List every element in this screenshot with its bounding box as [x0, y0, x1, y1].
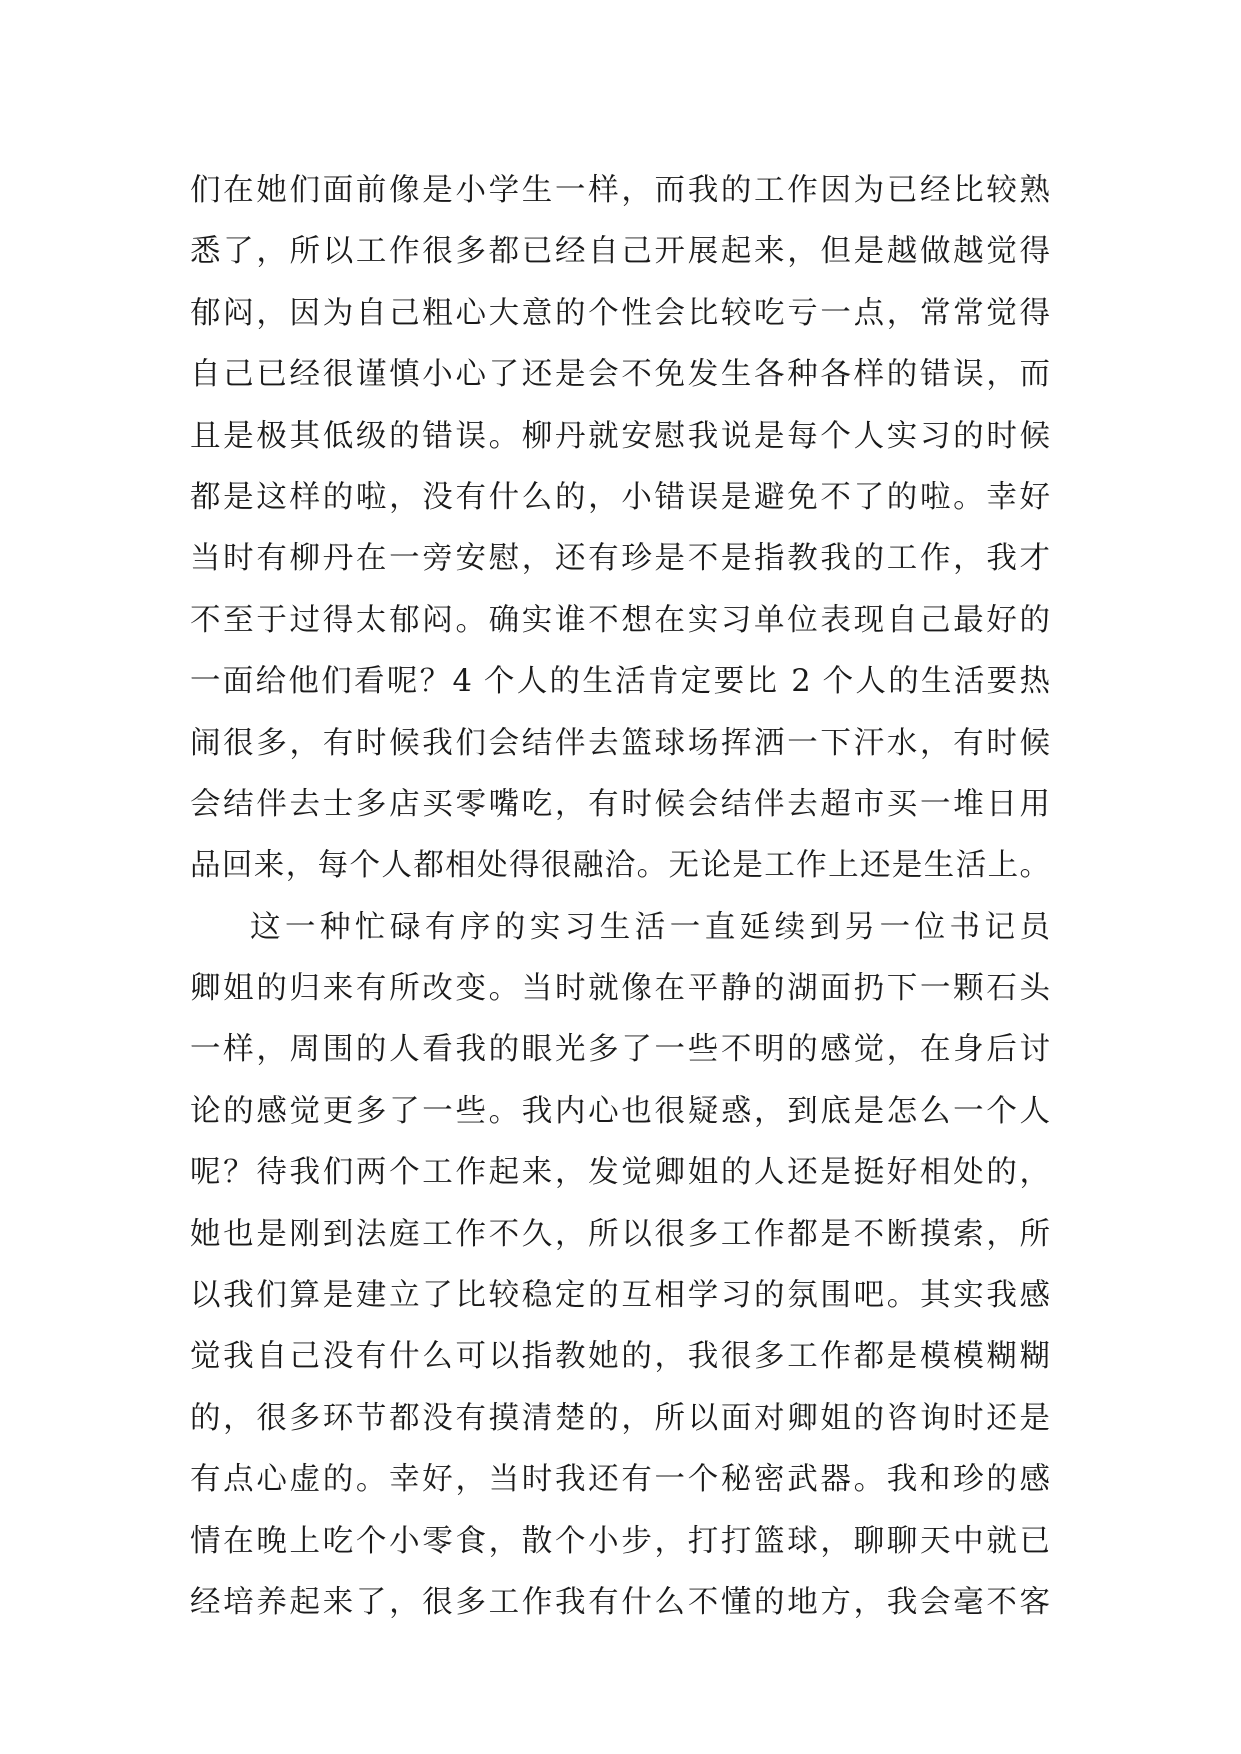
paragraph-start-line: 这一种忙碌有序的实习生活一直延续到另一位书记员 [250, 909, 1050, 945]
text-line: 品回来，每个人都相处得很融洽。无论是工作上还是生活上。 [190, 848, 1050, 884]
text-line: 闹很多，有时候我们会结伴去篮球场挥洒一下汗水，有时候 [190, 725, 1050, 761]
text-line: 有点心虚的。幸好，当时我还有一个秘密武器。我和珍的感 [190, 1462, 1050, 1498]
text-line: 觉我自己没有什么可以指教她的，我很多工作都是模模糊糊 [190, 1339, 1050, 1375]
text-line: 卿姐的归来有所改变。当时就像在平静的湖面扔下一颗石头 [190, 971, 1050, 1007]
text-line: 以我们算是建立了比较稳定的互相学习的氛围吧。其实我感 [190, 1278, 1050, 1314]
text-line: 经培养起来了，很多工作我有什么不懂的地方，我会毫不客 [190, 1584, 1050, 1620]
text-line: 且是极其低级的错误。柳丹就安慰我说是每个人实习的时候 [190, 418, 1050, 454]
text-line: 会结伴去士多店买零嘴吃，有时候会结伴去超市买一堆日用 [190, 786, 1050, 822]
text-line: 一面给他们看呢？4 个人的生活肯定要比 2 个人的生活要热 [190, 664, 1050, 700]
text-line: 自己已经很谨慎小心了还是会不免发生各种各样的错误，而 [190, 357, 1050, 393]
text-line: 的，很多环节都没有摸清楚的，所以面对卿姐的咨询时还是 [190, 1400, 1050, 1436]
text-line: 情在晚上吃个小零食，散个小步，打打篮球，聊聊天中就已 [190, 1523, 1050, 1559]
text-line: 都是这样的啦，没有什么的，小错误是避免不了的啦。幸好 [190, 479, 1050, 515]
text-line: 她也是刚到法庭工作不久，所以很多工作都是不断摸索，所 [190, 1216, 1050, 1252]
text-line: 当时有柳丹在一旁安慰，还有珍是不是指教我的工作，我才 [190, 541, 1050, 577]
text-line: 悉了，所以工作很多都已经自己开展起来，但是越做越觉得 [190, 234, 1050, 270]
body-text [190, 160, 1050, 1633]
text-line: 们在她们面前像是小学生一样，而我的工作因为已经比较熟 [190, 173, 1050, 208]
text-line: 一样，周围的人看我的眼光多了一些不明的感觉，在身后讨 [190, 1032, 1050, 1068]
text-line: 论的感觉更多了一些。我内心也很疑惑，到底是怎么一个人 [190, 1093, 1050, 1129]
text-line: 呢？待我们两个工作起来，发觉卿姐的人还是挺好相处的， [190, 1155, 1050, 1191]
text-line: 郁闷，因为自己粗心大意的个性会比较吃亏一点，常常觉得 [190, 295, 1050, 331]
text-line: 不至于过得太郁闷。确实谁不想在实习单位表现自己最好的 [190, 602, 1050, 638]
